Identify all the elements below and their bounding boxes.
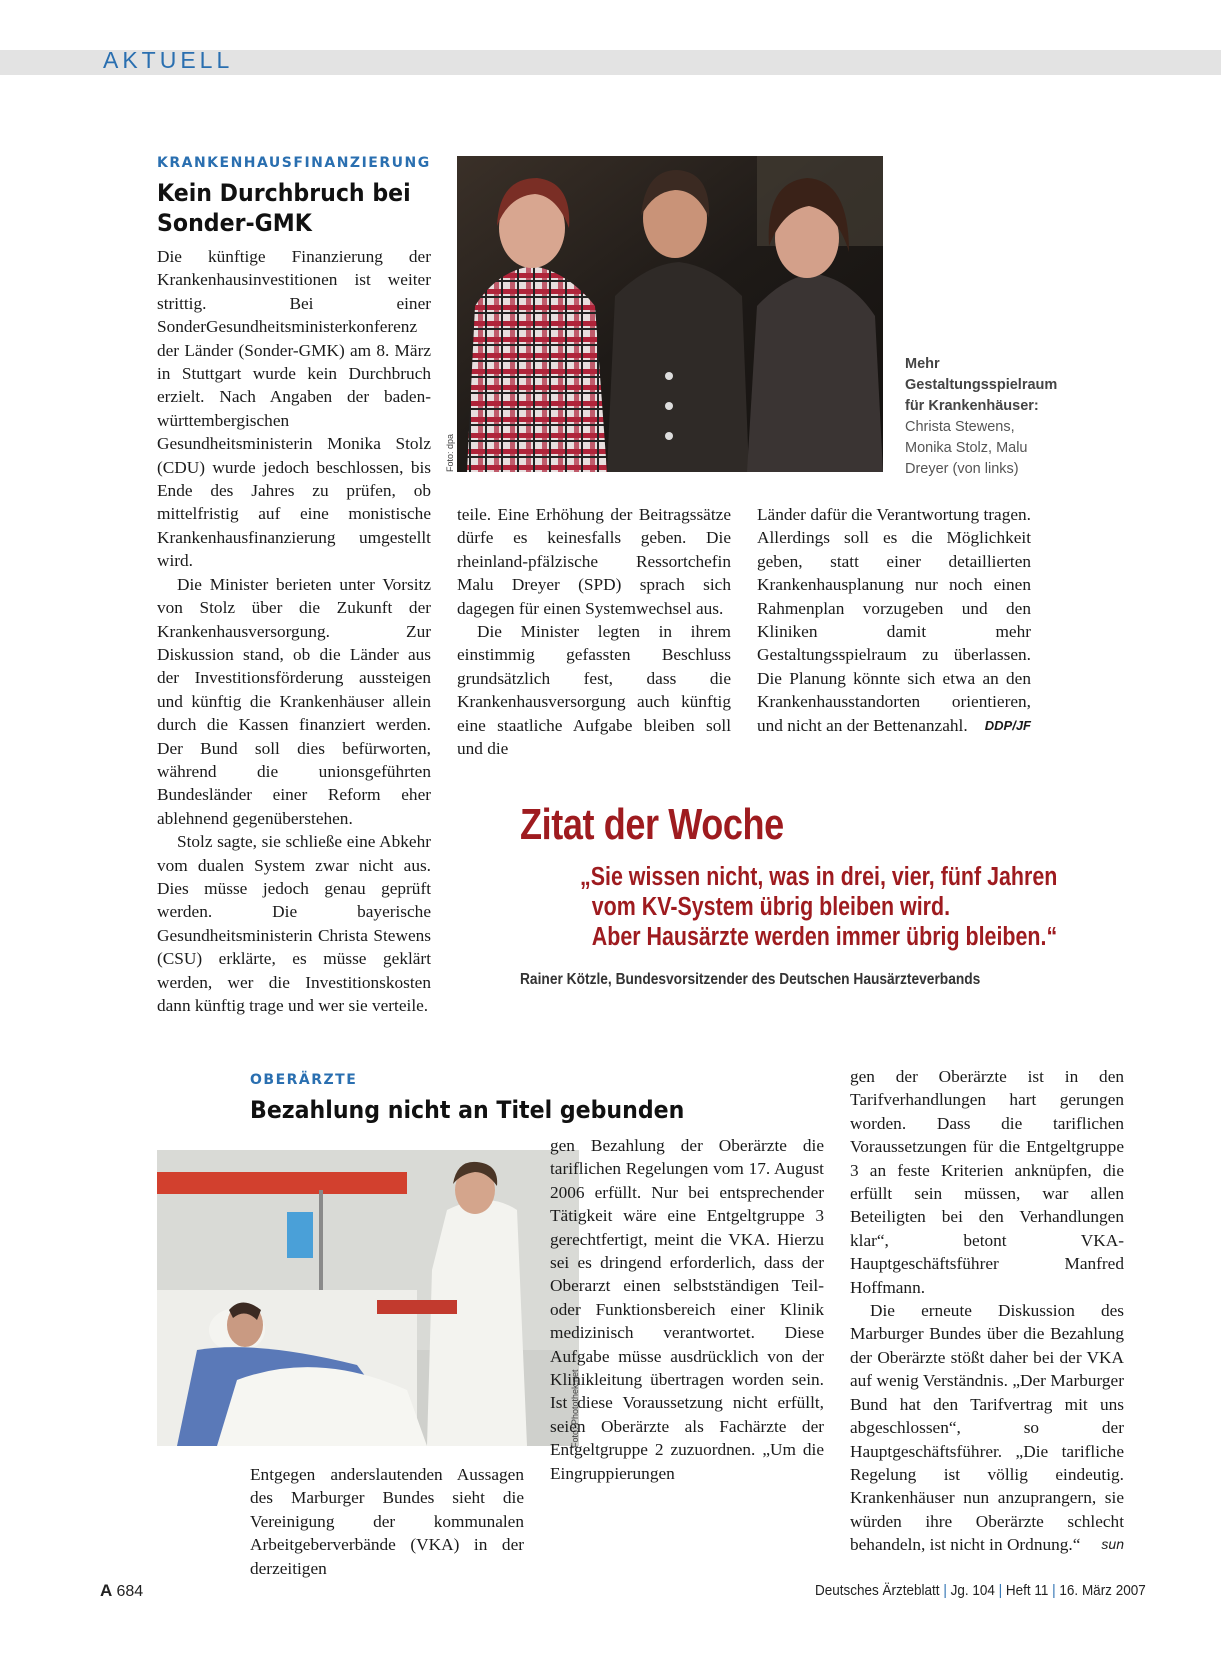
article1-column-1 [157,245,431,1017]
article2-headline: Bezahlung nicht an Titel gebunden [250,1096,685,1124]
paragraph: Die erneute Diskussion des Marburger Bundes über die Bezahlung der Oberärzte stößt daher bei der VKA auf wenig Verständnis. „Der Marburger Bund hat den Tarifvertrag mit uns abgeschlossen“, so der Hauptgeschäftsführer. „Die tarifliche Regelung ist völlig eindeutig. Krankenhäuser nun anzuprangern, sie würden ihre Oberärzte schlecht behandeln, ist nicht in Ordnung.“ sun [850,1299,1124,1556]
ministers-photo-image [457,156,883,472]
article2-kicker: OBERÄRZTE [250,1072,358,1088]
paragraph: Länder dafür die Verantwortung tragen. Allerdings soll es die Möglichkeit geben, statt einer detaillierten Krankenhausplanung nur noch einen Rahmenplan vorzugeben und den Kliniken damit mehr Gestaltungsspielraum zu überlassen. Die Planung könnte sich etwa an den Krankenhausstandorten orientieren, und nicht an der Bettenanzahl. DDP/JF [757,503,1031,737]
article1-column-3 [757,503,1031,737]
article2-column-3 [850,1065,1124,1557]
doctor-patient-photo-image [157,1150,579,1446]
section-title: AKTUELL [103,47,234,73]
quote-text: „Sie wissen nicht, was in drei, vier, fünf Jahren vom KV-System übrig bleiben wird. Aber Hausärzte werden immer übrig bleiben.“ [580,863,1058,951]
article1-kicker: KRANKENHAUSFINANZIERUNG [157,155,431,171]
paragraph: Die künftige Finanzierung der Krankenhausinvestitionen ist weiter strittig. Bei einer SonderGesundheitsministerkonferenz der Länder (Sonder-GMK) am 8. März in Stuttgart wurde kein Durchbruch erzielt. Nach Angaben der baden-württembergischen Gesundheitsministerin Monika Stolz (CDU) wurde jedoch beschlossen, bis Ende des Jahres zu prüfen, ob mittelfristig auf eine monistische Krankenhausfinanzierung umgestellt wird. [157,247,431,571]
paragraph: Die Minister legten in ihrem einstimmig gefassten Beschluss grundsätzlich fest, dass die Krankenhausversorgung auch künftig eine staatliche Aufgabe bleiben soll und die [457,622,731,759]
author-signature-2: sun [1101,1536,1124,1553]
paragraph: gen Bezahlung der Oberärzte die tariflichen Regelungen vom 17. August 2006 erfüllt. Nur bei entsprechender Tätigkeit wäre eine Entgeltgruppe 3 gerechtfertigt, meint die VKA. Hierzu sei es dringend erforderlich, dass der Oberarzt einen selbstständigen Teil- oder Funktionsbereich einer Klinik medizinisch verantwortet. Diese Aufgabe müsse ausdrücklich von der Klinikleitung übertragen worden sein. Ist diese Voraussetzung nicht erfüllt, seien Oberärzte als Fachärzte der Entgeltgruppe 2 zuzuordnen. „Um die Eingruppierungen [550,1136,824,1483]
journal-info: Deutsches Ärzteblatt | Jg. 104 | Heft 11 | 16. März 2007 [815,1582,1146,1599]
caption-lead: Mehr Gestaltungsspielraum für Krankenhäuser: [905,356,1058,414]
paragraph: Entgegen anderslautenden Aussagen des Marburger Bundes sieht die Vereinigung der kommunalen Arbeitgeberverbände (VKA) in der derzeitigen [250,1465,524,1578]
paragraph: Die Minister berieten unter Vorsitz von Stolz über die Zukunft der Krankenhausversorgung. Zur Diskussion stand, ob die Länder aus der Investitionsförderung aussteigen und künftig die Krankenhäuser allein durch die Kassen finanziert werden. Der Bund soll dies befürworten, während die unionsgeführten Bundesländer einer Reform eher ablehnend gegenüberstehen. [157,574,431,828]
author-signature: DDP/JF [984,717,1031,733]
paragraph: teile. Eine Erhöhung der Beitragssätze dürfe es keinesfalls geben. Die rheinland-pfälzische Ressortchefin Malu Dreyer (SPD) sprach sich dagegen für einen Systemwechsel aus. [457,505,731,618]
caption-text: Christa Stewens, Monika Stolz, Malu Dreyer (von links) [905,419,1028,477]
photo-credit-2: Foto: Photothek.net [570,1369,580,1448]
doctor-patient-photo [157,1150,579,1446]
photo-credit: Foto: dpa [445,433,455,472]
quote-author: Rainer Kötzle, Bundesvorsitzender des Deutschen Hausärzteverbands [520,971,981,988]
paragraph: Stolz sagte, sie schließe eine Abkehr vom dualen System zwar nicht aus. Dies müsse jedoch genau geprüft werden. Die bayerische Gesundheitsministerin Christa Stewens (CSU) erklärte, es müsse geklärt werden, wer die Investitionskosten dann künftig trage und wer sie verteile. [157,832,431,1015]
article1-column-2 [457,503,731,760]
paragraph: gen der Oberärzte ist in den Tarifverhandlungen hart gerungen worden. Dass die tariflichen Voraussetzungen für die Entgeltgruppe 3 an feste Kriterien anknüpfen, die erfüllt sein müssen, war allen Beteiligten bei den Verhandlungen klar“, betont VKA-Hauptgeschäftsführer Manfred Hoffmann. [850,1067,1124,1297]
ministers-photo [457,156,883,472]
article2-column-1 [250,1463,524,1580]
page-number: A 684 [100,1581,144,1600]
article2-column-2 [550,1134,824,1485]
photo-caption [905,354,1058,480]
quote-title: Zitat der Woche [520,800,784,849]
article1-headline: Kein Durchbruch bei Sonder-GMK [157,179,411,237]
